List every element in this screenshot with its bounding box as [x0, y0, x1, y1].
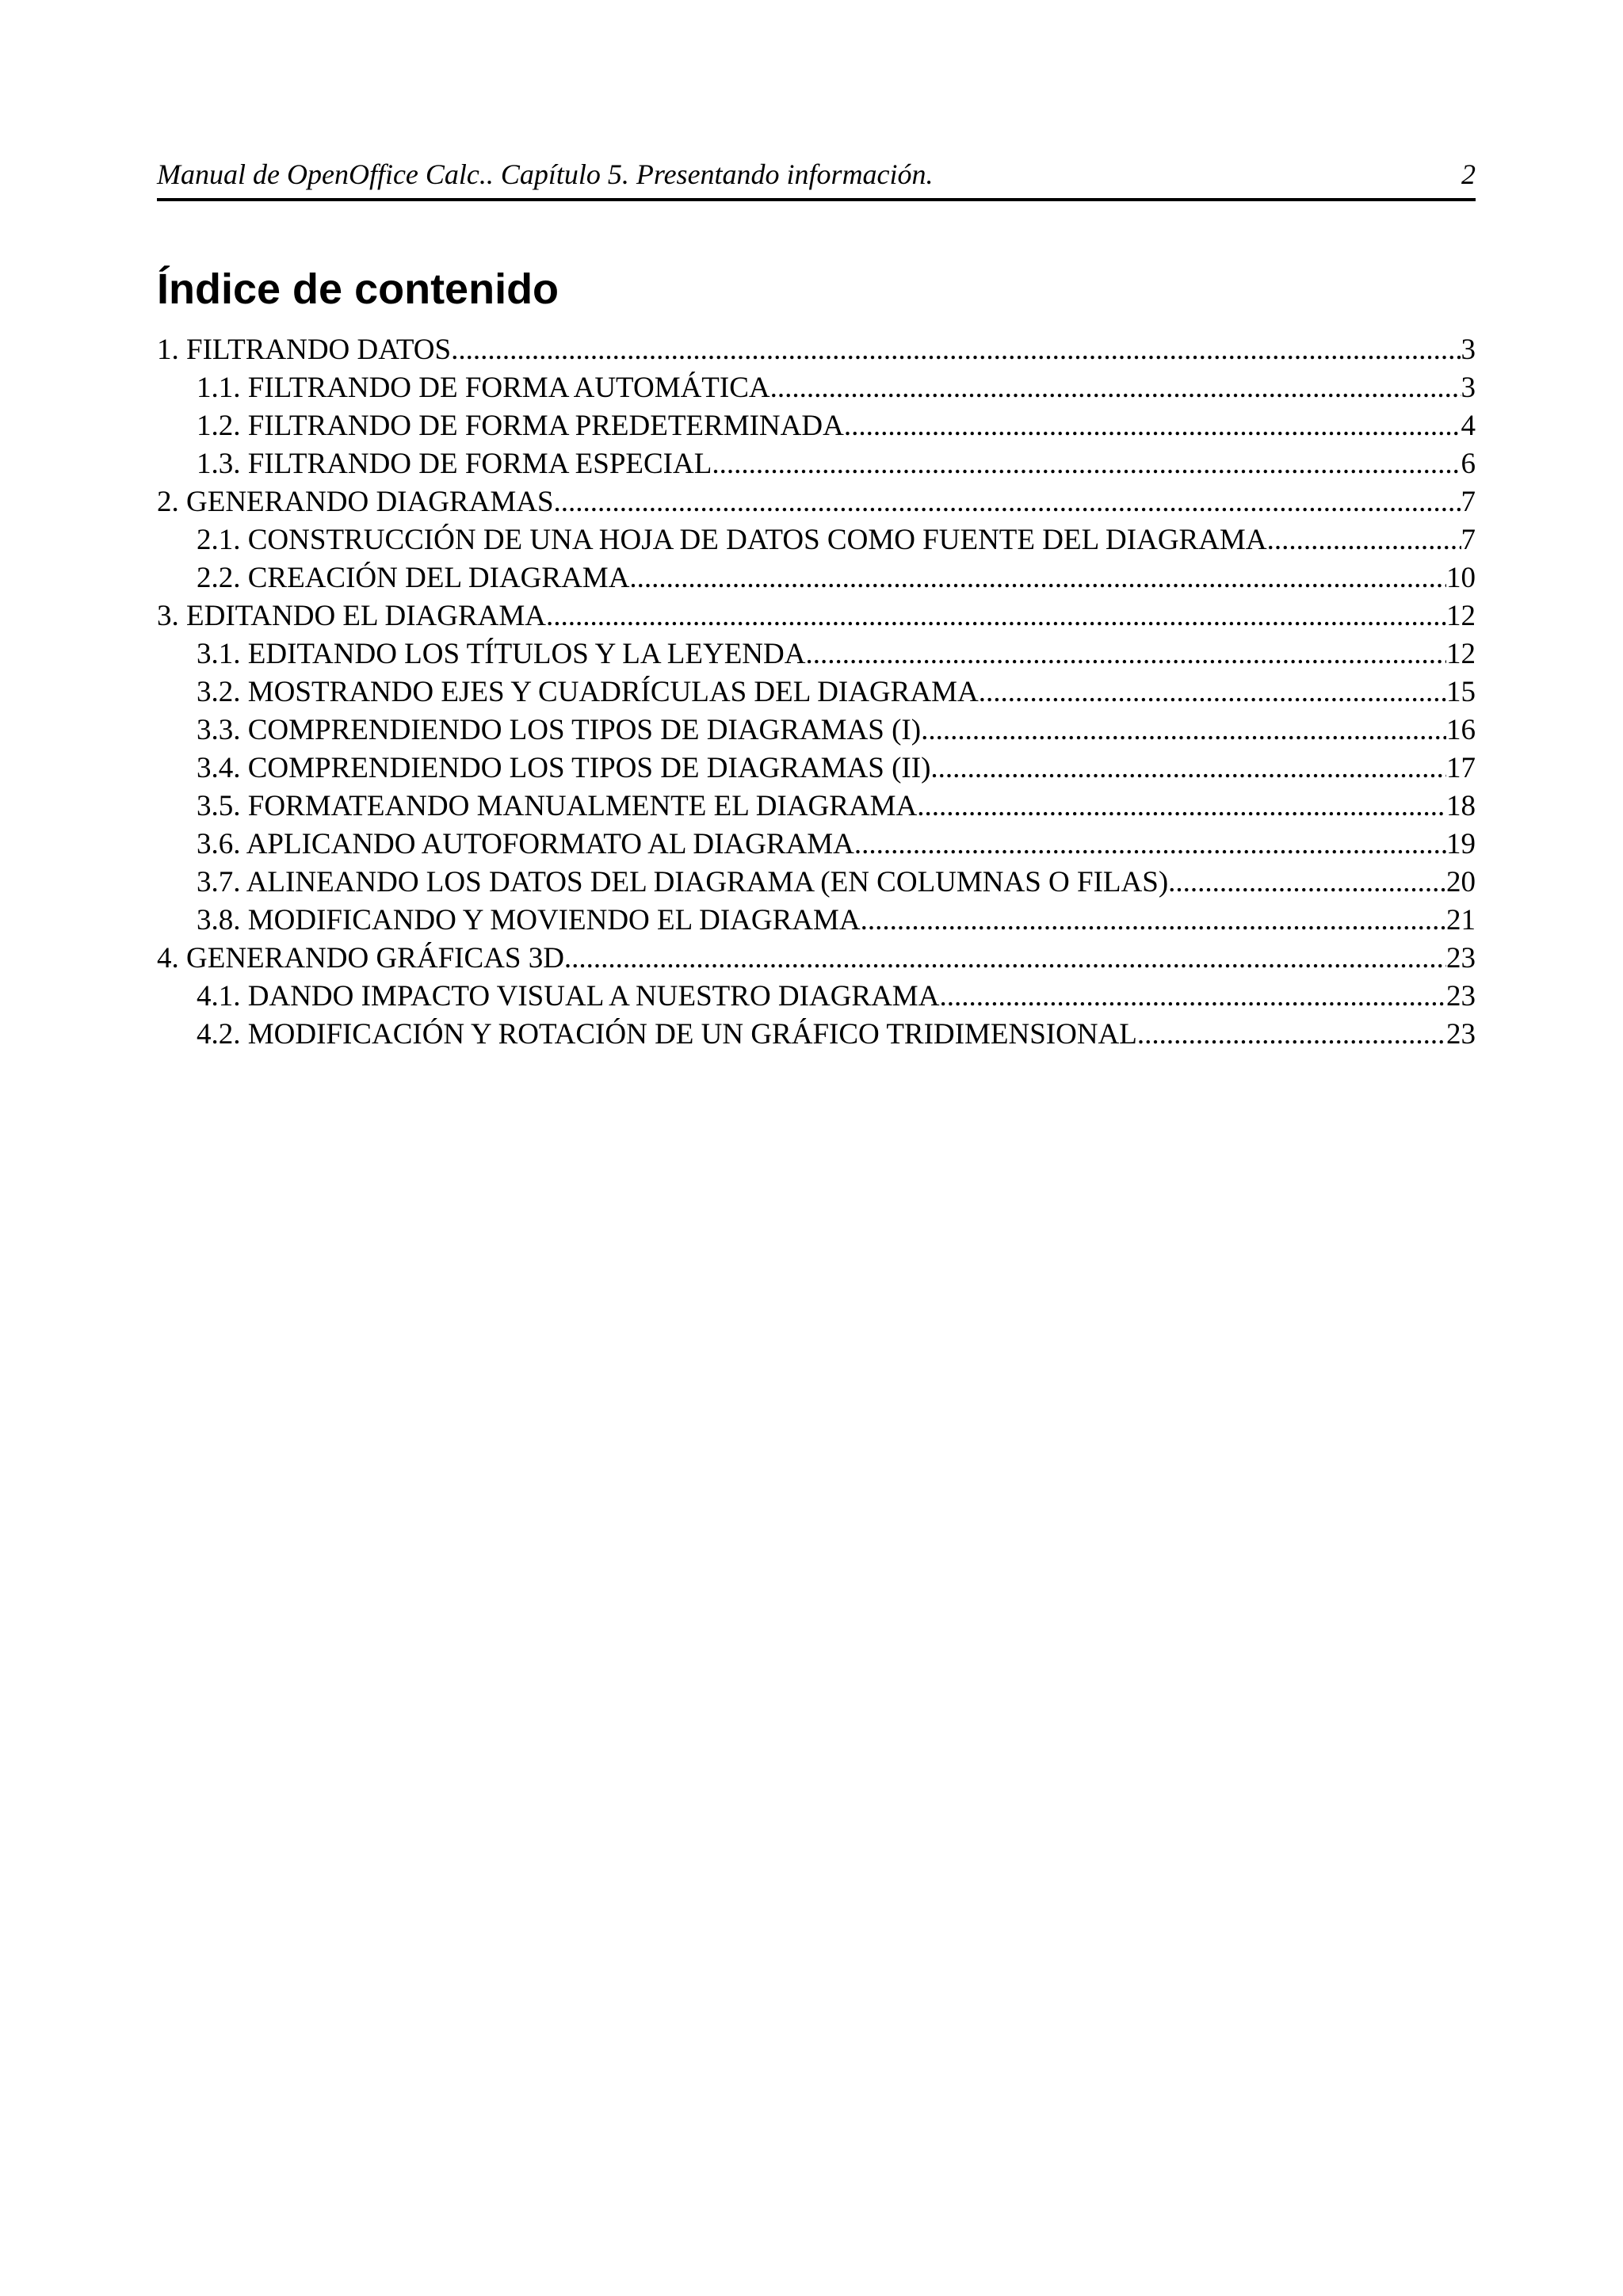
toc-entry[interactable]	[157, 369, 1476, 407]
toc-entry-page: 12	[1446, 638, 1476, 670]
toc-entry-page: 3	[1461, 372, 1476, 404]
toc-entry[interactable]	[157, 902, 1476, 940]
header-page-number: 2	[1461, 158, 1476, 190]
toc-dot-leader	[1168, 864, 1446, 902]
toc-dot-leader	[917, 788, 1446, 826]
toc-entry[interactable]	[157, 407, 1476, 445]
toc-entry-label: 2.2. CREACIÓN DEL DIAGRAMA	[197, 562, 630, 594]
toc-entry[interactable]	[157, 483, 1476, 521]
toc-heading: Índice de contenido	[157, 265, 559, 313]
toc-entry-label: 1.3. FILTRANDO DE FORMA ESPECIAL	[197, 448, 712, 480]
toc-dot-leader	[805, 635, 1446, 673]
toc-entry-label: 4.2. MODIFICACIÓN Y ROTACIÓN DE UN GRÁFICO TRIDIMENSIONAL	[197, 1018, 1137, 1051]
toc-entry[interactable]	[157, 711, 1476, 749]
toc-entry-label: 3.2. MOSTRANDO EJES Y CUADRÍCULAS DEL DIAGRAMA	[197, 676, 979, 708]
toc-entry-label: 1. FILTRANDO DATOS	[157, 334, 452, 366]
toc-entry[interactable]	[157, 788, 1476, 826]
toc-entry-page: 3	[1461, 334, 1476, 366]
toc-entry-label: 2. GENERANDO DIAGRAMAS	[157, 486, 554, 518]
toc-entry[interactable]	[157, 978, 1476, 1016]
toc-entry-page: 15	[1446, 676, 1476, 708]
toc-entry-page: 20	[1446, 866, 1476, 898]
toc-entry[interactable]	[157, 826, 1476, 864]
toc-entry-label: 3.7. ALINEANDO LOS DATOS DEL DIAGRAMA (EN COLUMNAS O FILAS)	[197, 866, 1169, 898]
toc-entry-page: 4	[1461, 410, 1476, 442]
toc-entry-label: 2.1. CONSTRUCCIÓN DE UNA HOJA DE DATOS COMO FUENTE DEL DIAGRAMA	[197, 524, 1267, 556]
toc-entry-page: 23	[1446, 980, 1476, 1013]
toc-dot-leader	[939, 978, 1446, 1016]
running-header	[157, 154, 1476, 195]
toc-entry-label: 3.3. COMPRENDIENDO LOS TIPOS DE DIAGRAMAS (I)	[197, 714, 922, 746]
toc-entry-page: 6	[1461, 448, 1476, 480]
toc-entry[interactable]	[157, 559, 1476, 597]
toc-entry[interactable]	[157, 445, 1476, 483]
toc-entry-label: 3.4. COMPRENDIENDO LOS TIPOS DE DIAGRAMAS (II)	[197, 752, 931, 784]
toc-entry-label: 3.1. EDITANDO LOS TÍTULOS Y LA LEYENDA	[197, 638, 806, 670]
toc-entry[interactable]	[157, 673, 1476, 711]
toc-entry-page: 7	[1461, 524, 1476, 556]
toc-entry-label: 1.2. FILTRANDO DE FORMA PREDETERMINADA	[197, 410, 844, 442]
toc-dot-leader	[451, 331, 1461, 369]
toc-dot-leader	[554, 483, 1461, 521]
toc-entry[interactable]	[157, 597, 1476, 635]
toc-entry[interactable]	[157, 1016, 1476, 1054]
toc-dot-leader	[854, 826, 1446, 864]
toc-entry-label: 1.1. FILTRANDO DE FORMA AUTOMÁTICA	[197, 372, 770, 404]
toc-entry-label: 3. EDITANDO EL DIAGRAMA	[157, 600, 546, 632]
header-title: Manual de OpenOffice Calc.. Capítulo 5. Presentando información.	[157, 158, 934, 190]
document-page	[157, 0, 1476, 2296]
toc-entry[interactable]	[157, 864, 1476, 902]
toc-entry-label: 4. GENERANDO GRÁFICAS 3D	[157, 942, 564, 974]
toc-entry-page: 23	[1446, 1018, 1476, 1051]
toc-dot-leader	[921, 711, 1446, 749]
toc-entry-page: 23	[1446, 942, 1476, 974]
toc-entry-page: 17	[1446, 752, 1476, 784]
toc-dot-leader	[861, 902, 1446, 940]
toc-entry-page: 19	[1446, 828, 1476, 860]
toc-entry-page: 16	[1446, 714, 1476, 746]
toc-dot-leader	[564, 940, 1446, 978]
toc-entry-label: 3.8. MODIFICANDO Y MOVIENDO EL DIAGRAMA	[197, 904, 861, 936]
toc-entry-page: 12	[1446, 600, 1476, 632]
toc-entry-label: 3.5. FORMATEANDO MANUALMENTE EL DIAGRAMA	[197, 790, 918, 822]
toc-entry[interactable]	[157, 749, 1476, 788]
toc-dot-leader	[979, 673, 1446, 711]
toc-entry-page: 7	[1461, 486, 1476, 518]
toc-entry[interactable]	[157, 521, 1476, 559]
toc-list	[157, 331, 1476, 1054]
toc-entry-page: 10	[1446, 562, 1476, 594]
toc-dot-leader	[930, 749, 1446, 788]
toc-dot-leader	[844, 407, 1461, 445]
toc-dot-leader	[712, 445, 1461, 483]
toc-entry-page: 18	[1446, 790, 1476, 822]
toc-dot-leader	[629, 559, 1446, 597]
toc-entry-label: 4.1. DANDO IMPACTO VISUAL A NUESTRO DIAGRAMA	[197, 980, 940, 1013]
toc-dot-leader	[770, 369, 1461, 407]
toc-dot-leader	[1267, 521, 1461, 559]
toc-dot-leader	[1137, 1016, 1446, 1054]
toc-entry[interactable]	[157, 940, 1476, 978]
toc-entry-page: 21	[1446, 904, 1476, 936]
toc-entry[interactable]	[157, 635, 1476, 673]
toc-entry-label: 3.6. APLICANDO AUTOFORMATO AL DIAGRAMA	[197, 828, 854, 860]
header-rule	[157, 198, 1476, 201]
toc-entry[interactable]	[157, 331, 1476, 369]
toc-dot-leader	[546, 597, 1446, 635]
